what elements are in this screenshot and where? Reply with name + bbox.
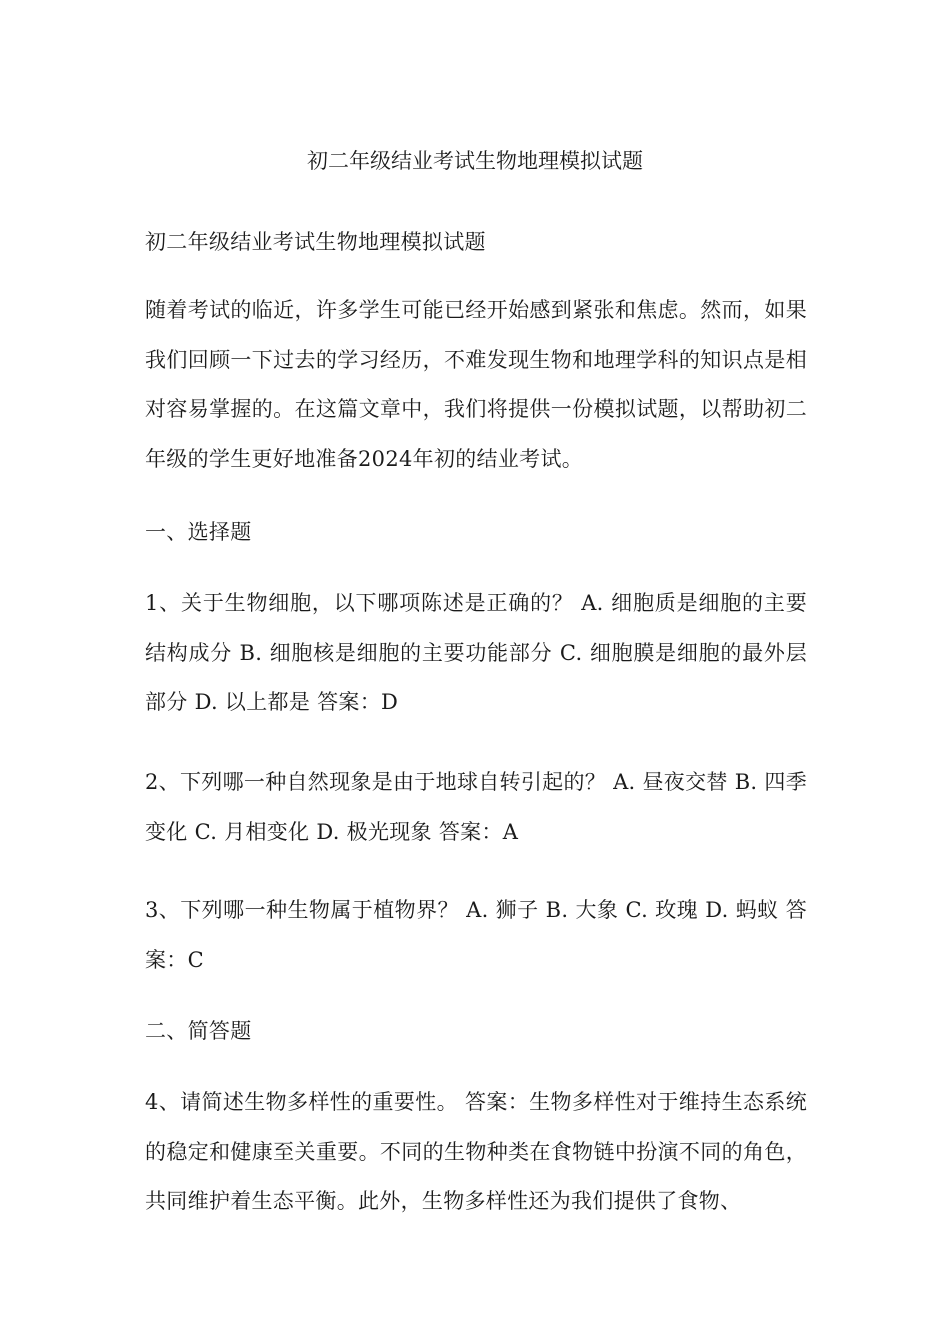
- document-title: 初二年级结业考试生物地理模拟试题: [307, 149, 643, 173]
- intro-paragraph: 随着考试的临近，许多学生可能已经开始感到紧张和焦虑。然而，如果我们回顾一下过去的学习经历，不难发现生物和地理学科的知识点是相对容易掌握的。在这篇文章中，我们将提供一份模拟试题，以帮助初二年级的学生更好地准备2024年初的结业考试。: [145, 298, 807, 471]
- section-heading-multiple-choice: 一、选择题: [145, 520, 252, 544]
- question-1: 1、关于生物细胞，以下哪项陈述是正确的？ A. 细胞质是细胞的主要结构成分 B. 细胞核是细胞的主要功能部分 C. 细胞膜是细胞的最外层部分 D. 以上都是 答案：D: [145, 591, 807, 714]
- question-3: 3、下列哪一种生物属于植物界？ A. 狮子 B. 大象 C. 玫瑰 D. 蚂蚁 答案：C: [145, 898, 807, 972]
- question-4: 4、请简述生物多样性的重要性。 答案：生物多样性对于维持生态系统的稳定和健康至关重要。不同的生物种类在食物链中扮演不同的角色，共同维护着生态平衡。此外，生物多样性还为我们提供了食物、: [145, 1090, 807, 1213]
- section-heading-short-answer: 二、简答题: [145, 1019, 252, 1043]
- document-subtitle: 初二年级结业考试生物地理模拟试题: [145, 230, 486, 254]
- question-2: 2、下列哪一种自然现象是由于地球自转引起的？ A. 昼夜交替 B. 四季变化 C. 月相变化 D. 极光现象 答案：A: [145, 770, 807, 844]
